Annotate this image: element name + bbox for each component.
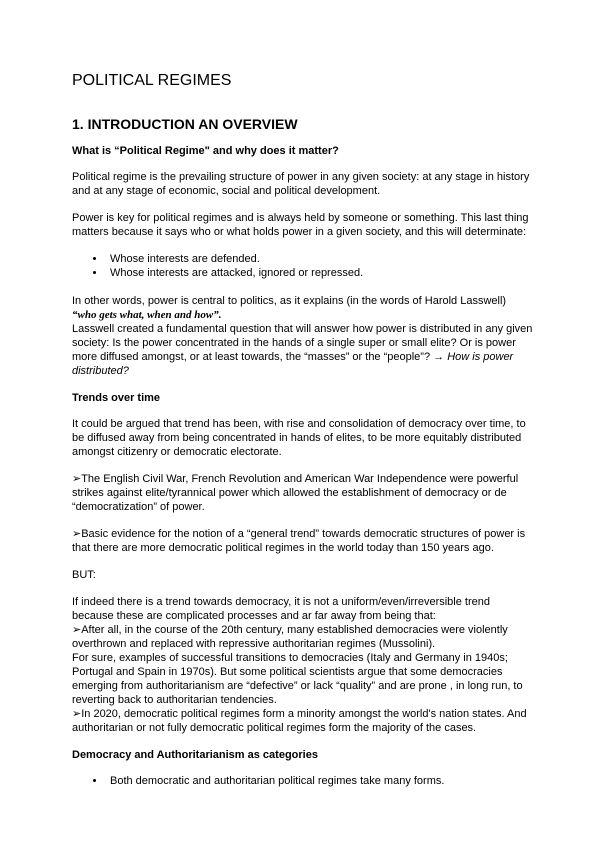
paragraph-lasswell-intro: [72, 294, 534, 322]
paragraph-transitions: For sure, examples of successful transitions to democracies (Italy and Germany in 1940s; Portugal and Spain in 1970s). But some political scientists argue that some democracies emerging from authoritarianism are “defective” or lack “quality” and are prone , in long run, to reverting back to authoritarian tendencies.: [72, 652, 523, 706]
paragraph-2020: ➢In 2020, democratic political regimes form a minority amongst the world's nation states. And authoritarian or not fully democratic political regimes form the majority of the cases.: [72, 708, 527, 734]
paragraph-but: BUT:: [72, 569, 96, 581]
document-page: [72, 72, 534, 802]
paragraph-general-trend: ➢Basic evidence for the notion of a “general trend” towards democratic structures of power is that there are more democratic political regimes in the world today than 150 years ago.: [72, 528, 526, 554]
paragraph-trend-argument: It could be argued that trend has been, with rise and consolidation of democracy over time, to be diffused away from being concentrated in hands of elites, to be more equitably distributed amongst citizenry or democratic electorate.: [72, 418, 526, 458]
section-heading-introduction: 1. INTRODUCTION AN OVERVIEW: [72, 116, 298, 132]
lasswell-text: In other words, power is central to politics, as it explains (in the words of Harold Lasswell): [72, 295, 507, 307]
interests-list: [72, 252, 534, 280]
lasswell-question-italic: How is power distributed?: [72, 351, 514, 377]
subheading-trends-over-time: Trends over time: [72, 392, 161, 404]
subheading-democracy-authoritarianism: Democracy and Authoritarianism as categories: [72, 749, 318, 761]
paragraph-civil-war: ➢The English Civil War, French Revolution and American War Independence were powerful strikes against elite/tyrannical power which allowed the establishment of democracy or de “democratization” of power.: [72, 473, 519, 513]
paragraph-definition: Political regime is the prevailing structure of power in any given society: at any stage in history and at any stage of economic, social and political development.: [72, 171, 530, 197]
paragraph-20th-century: ➢After all, in the course of the 20th century, many established democracies were violently overthrown and replaced with repressive authoritarian regimes (Mussolini).: [72, 624, 508, 650]
paragraph-not-uniform: If indeed there is a trend towards democracy, it is not a uniform/even/irreversible trend because these are complicated processes and ar far away from being that:: [72, 596, 490, 622]
lasswell-question-text: Lasswell created a fundamental question that will answer how power is distributed in any given society: Is the power concentrated in the hands of a single super or small elite? Or is power more diffused amongst, or at least towards, the “masses” or the “people”? →: [72, 323, 533, 363]
subheading-what-is-political-regime: What is “Political Regime" and why does it matter?: [72, 145, 339, 157]
list-item: • Whose interests are attacked, ignored or repressed.: [106, 266, 534, 280]
page-title: POLITICAL REGIMES: [72, 72, 232, 89]
paragraph-power-key: Power is key for political regimes and is always held by someone or something. This last thing matters because it says who or what holds power in a given society, and this will determinate:: [72, 212, 529, 238]
paragraph-lasswell-question: [72, 322, 534, 378]
list-item: • Both democratic and authoritarian political regimes take many forms.: [106, 774, 534, 788]
lasswell-quote: “who gets what, when and how”.: [72, 309, 222, 321]
democracy-list: [72, 774, 534, 788]
list-item: • Whose interests are defended.: [106, 252, 534, 266]
